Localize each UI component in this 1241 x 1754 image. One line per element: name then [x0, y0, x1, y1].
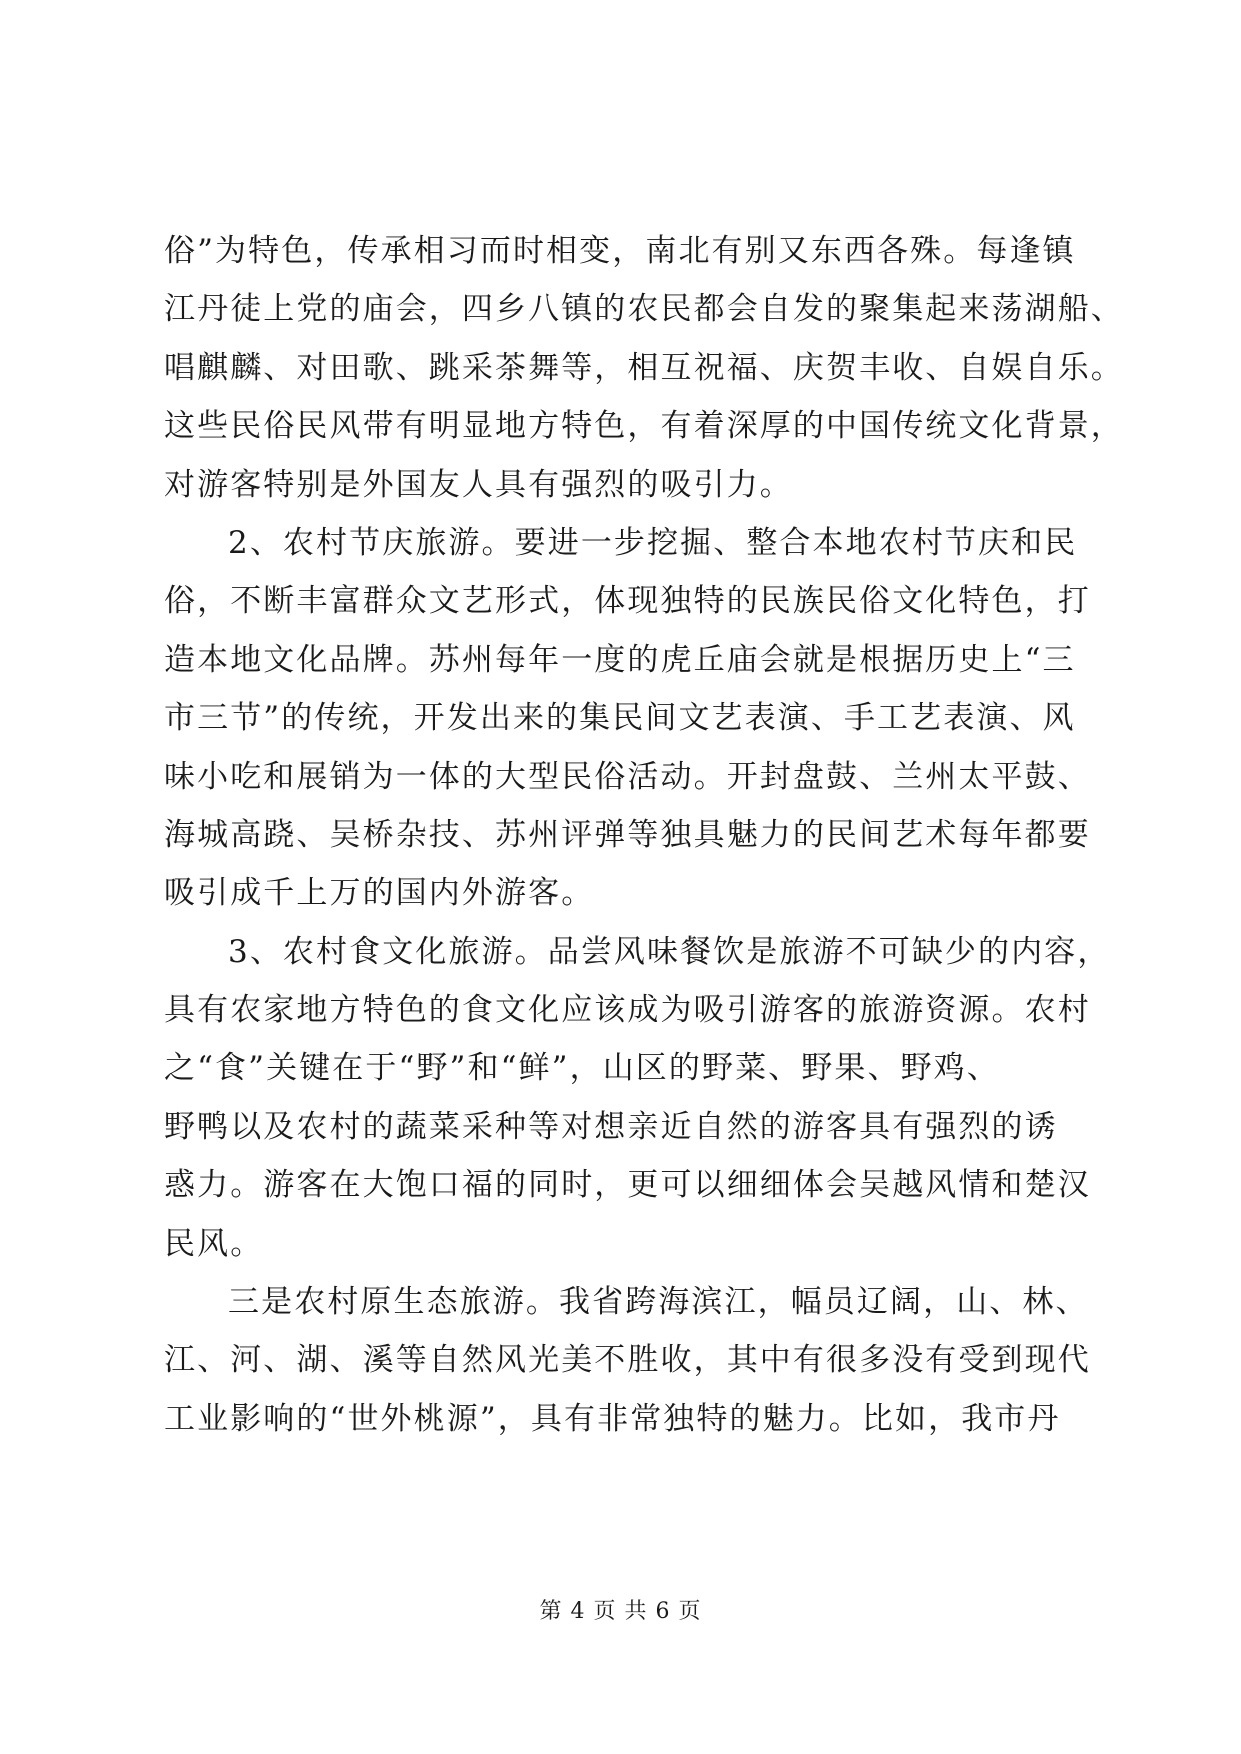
text-line: 民风。	[164, 1225, 264, 1262]
text-line: 唱麒麟、对田歌、跳采茶舞等，相互祝福、庆贺丰收、自娱自乐。	[164, 349, 1124, 386]
text-line: 俗，不断丰富群众文艺形式，体现独特的民族民俗文化特色，打	[164, 583, 1091, 620]
text-line: 野鸭以及农村的蔬菜采种等对想亲近自然的游客具有强烈的诱	[164, 1108, 1058, 1145]
text-line: 造本地文化品牌。苏州每年一度的虎丘庙会就是根据历史上“三	[164, 641, 1076, 678]
text-line: 俗”为特色，传承相习而时相变，南北有别又东西各殊。每逢镇	[164, 233, 1076, 269]
paragraph-start-line: 三是农村原生态旅游。我省跨海滨江，幅员辽阔，山、林、	[228, 1284, 1089, 1321]
text-line: 江丹徒上党的庙会，四乡八镇的农民都会自发的聚集起来荡湖船、	[164, 291, 1124, 328]
text-line: 这些民俗民风带有明显地方特色，有着深厚的中国传统文化背景，	[164, 408, 1124, 445]
text-line: 具有农家地方特色的食文化应该成为吸引游客的旅游资源。农村	[164, 992, 1091, 1029]
text-line: 工业影响的“世外桃源”，具有非常独特的魅力。比如，我市丹	[164, 1400, 1061, 1437]
text-line: 味小吃和展销为一体的大型民俗活动。开封盘鼓、兰州太平鼓、	[164, 758, 1091, 795]
text-line: 海城高跷、吴桥杂技、苏州评弹等独具魅力的民间艺术每年都要	[164, 816, 1091, 853]
body-text	[164, 222, 1124, 1448]
text-line: 之“食”关键在于“野”和“鲜”，山区的野菜、野果、野鸡、	[164, 1050, 1000, 1087]
text-line: 市三节”的传统，开发出来的集民间文艺表演、手工艺表演、风	[164, 700, 1076, 737]
text-line: 吸引成千上万的国内外游客。	[164, 875, 595, 912]
text-line: 江、河、湖、溪等自然风光美不胜收，其中有很多没有受到现代	[164, 1342, 1091, 1379]
page-number-footer: 第 4 页 共 6 页	[539, 1599, 702, 1624]
paragraph-start-line: 3、农村食文化旅游。品尝风味餐饮是旅游不可缺少的内容，	[228, 933, 1111, 970]
text-line: 对游客特别是外国友人具有强烈的吸引力。	[164, 466, 793, 503]
paragraph-start-line: 2、农村节庆旅游。要进一步挖掘、整合本地农村节庆和民	[228, 524, 1078, 561]
text-line: 惑力。游客在大饱口福的同时，更可以细细体会吴越风情和楚汉	[164, 1167, 1091, 1204]
